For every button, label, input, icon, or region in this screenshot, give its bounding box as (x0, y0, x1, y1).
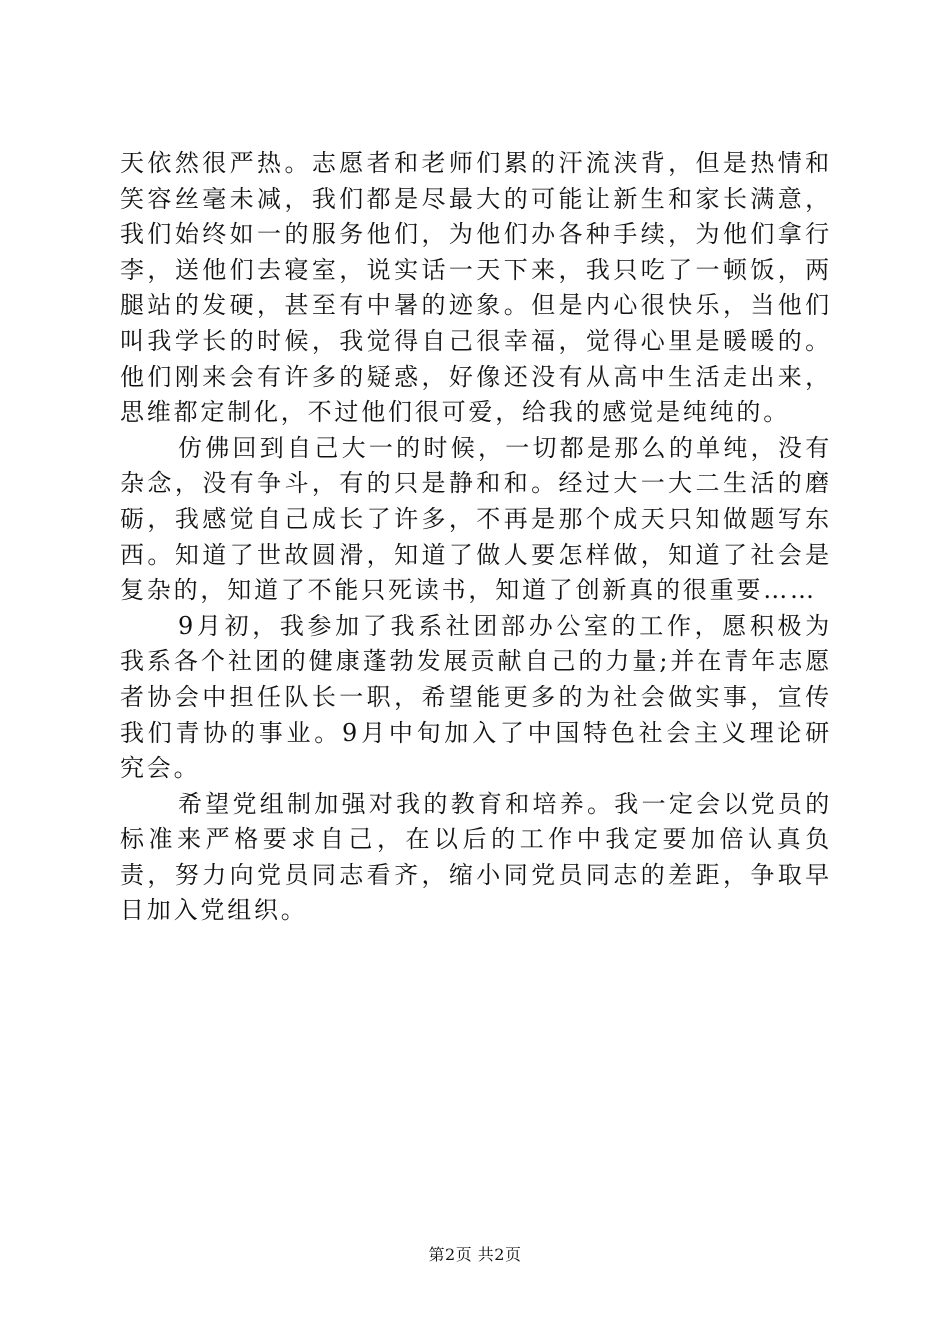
paragraph-freshman-memories: 仿佛回到自己大一的时候，一切都是那么的单纯，没有杂念，没有争斗，有的只是静和和。经过大一大二生活的磨砺，我感觉自己成长了许多，不再是那个成天只知做题写东西。知道了世故圆滑，知道了做人要怎样做，知道了社会是复杂的，知道了不能只死读书，知道了创新真的很重要…… (120, 433, 832, 605)
paragraph-party-aspiration: 希望党组制加强对我的教育和培养。我一定会以党员的标准来严格要求自己，在以后的工作中我定要加倍认真负责，努力向党员同志看齐，缩小同党员同志的差距，争取早日加入党组织。 (120, 789, 832, 925)
paragraph-september-activities: 9月初，我参加了我系社团部办公室的工作，愿积极为我系各个社团的健康蓬勃发展贡献自己的力量;并在青年志愿者协会中担任队长一职，希望能更多的为社会做实事，宣传我们青协的事业。9月中旬加入了中国特色社会主义理论研究会。 (120, 611, 832, 783)
document-body (120, 146, 832, 929)
page-footer: 第2页 共2页 (428, 1245, 522, 1264)
paragraph-continuation: 天依然很严热。志愿者和老师们累的汗流浃背，但是热情和笑容丝毫未减，我们都是尽最大的可能让新生和家长满意，我们始终如一的服务他们，为他们办各种手续，为他们拿行李，送他们去寝室，说实话一天下来，我只吃了一顿饭，两腿站的发硬，甚至有中暑的迹象。但是内心很快乐，当他们叫我学长的时候，我觉得自己很幸福，觉得心里是暖暖的。他们刚来会有许多的疑惑，好像还没有从高中生活走出来，思维都定制化，不过他们很可爱，给我的感觉是纯纯的。 (120, 149, 832, 427)
